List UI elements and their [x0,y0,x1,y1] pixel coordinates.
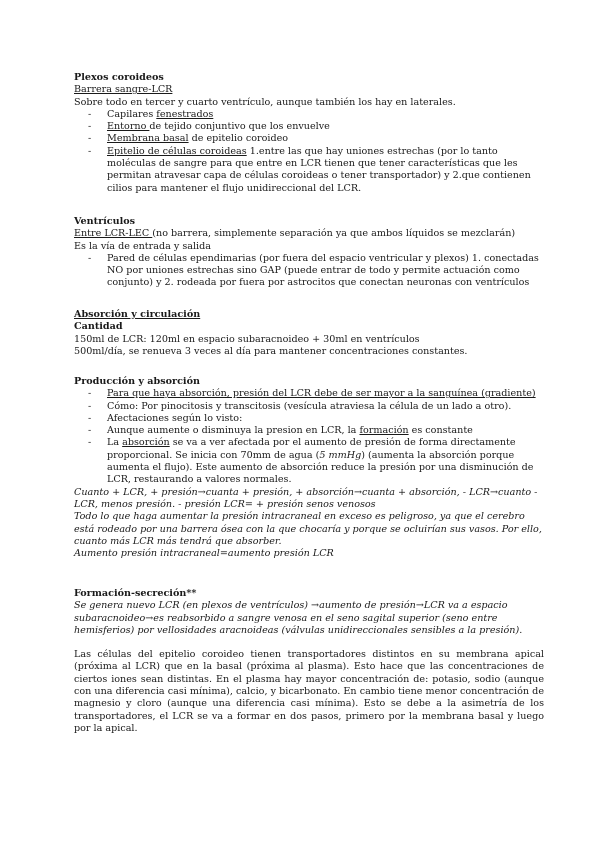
produccion-list [74,388,544,486]
list-item: - La absorción se va a ver afectada por el aumento de presión de forma directamente proporcional. Se inicia con 70mm de agua (5 mmHg) (aumenta la absorción porque aumenta el flujo). Este aumento de absorción reduce la presión por una disminución de LCR, restaurando a valores normales. [74,437,544,486]
italic-note-2: Todo lo que haga aumentar la presión intracraneal en exceso es peligroso, ya que el cerebro está rodeado por una barrera ósea con la que chocaría y porque se ocluirían sus vasos. Por ello, cuanto más LCR más tendrá que absorber. [74,511,542,547]
section-formacion [74,588,544,735]
ventriculos-line1: Entre LCR-LEC (no barrera, simplemente separación ya que ambos líquidos se mezclarán) [74,228,516,240]
heading-plexos: Plexos coroideos [74,72,164,83]
section-absorcion-circulacion [74,309,544,358]
list-item: - Cómo: Por pinocitosis y transcitosis (vesícula atraviesa la célula de un lado a otro). [74,401,544,413]
plexos-list [74,109,544,195]
list-item: - Afectaciones según lo visto: [74,413,544,425]
formacion-italic: Se genera nuevo LCR (en plexos de ventrículos) →aumento de presión→LCR va a espacio subaracnoideo→es reabsorbido a sangre venosa en el seno sagital superior (seno entre hemisferios) por vellosidades aracnoideas (válvulas unidireccionales sensibles a la presión). [74,600,523,636]
subheading-cantidad: Cantidad [74,321,123,333]
section-produccion [74,376,544,560]
cantidad-line1: 150ml de LCR: 120ml en espacio subaracnoideo + 30ml en ventrículos [74,333,420,345]
list-item: - Entorno de tejido conjuntivo que los envuelve [74,121,544,133]
list-item: - Aunque aumente o disminuya la presion en LCR, la formación es constante [74,425,544,437]
heading-ventriculos: Ventrículos [74,216,136,227]
list-item: - Capilares fenestrados [74,109,544,121]
ventriculos-list [74,253,544,290]
italic-note-3: Aumento presión intracraneal=aumento presión LCR [74,548,334,560]
subheading-barrera: Barrera sangre-LCR [74,84,173,96]
cantidad-line2: 500ml/día, se renueva 3 veces al día para mantener concentraciones constantes. [74,345,468,357]
heading-formacion: Formación-secreción** [74,588,197,599]
list-item: - Membrana basal de epitelio coroideo [74,133,544,145]
italic-note-1: Cuanto + LCR, + presión→cuanta + presión, + absorción→cuanta + absorción, - LCR→cuanto - LCR, menos presión. - presión LCR= + presión senos venosos [74,486,538,510]
formacion-paragraph: Las células del epitelio coroideo tienen transportadores distintos en su membrana apical (próxima al LCR) que en la basal (próxima al plasma). Esto hace que las concentraciones de ciertos iones sean distintas. En el plasma hay mayor concentración de: potasio, sodio (aunque con una diferencia casi mínima), calcio, y bicarbonato. En cambio tiene menor concentración de magnesio y cloro (aunque una diferencia casi mínima). Esto se debe a la asimetría de los transportadores, el LCR se va a formar en dos pasos, primero por la membrana basal y luego por la apical. [74,649,544,734]
list-item: - Para que haya absorción, presión del LCR debe de ser mayor a la sanguínea (gradiente) [74,388,544,400]
section-plexos [74,72,544,195]
ventriculos-line2: Es la vía de entrada y salida [74,240,211,252]
list-item: - Epitelio de células coroideas 1.entre las que hay uniones estrechas (por lo tanto moléculas de sangre para que entre en LCR tienen que tener características que les permitan atravesar capa de células coroideas o tener transportador) y 2.que contienen cilios para mantener el flujo unidireccional del LCR. [74,146,544,195]
heading-absorcion: Absorción y circulación [74,309,201,320]
intro-text: Sobre todo en tercer y cuarto ventrículo, aunque también los hay en laterales. [74,96,456,108]
list-item: - Pared de células ependimarias (por fuera del espacio ventricular y plexos) 1. conectadas NO por uniones estrechas sino GAP (puede entrar de todo y permite actuación como conjunto) y 2. rodeada por fuera por astrocitos que conectan neuronas con ventrículos [74,253,544,290]
heading-produccion: Producción y absorción [74,376,200,387]
section-ventriculos [74,216,544,290]
